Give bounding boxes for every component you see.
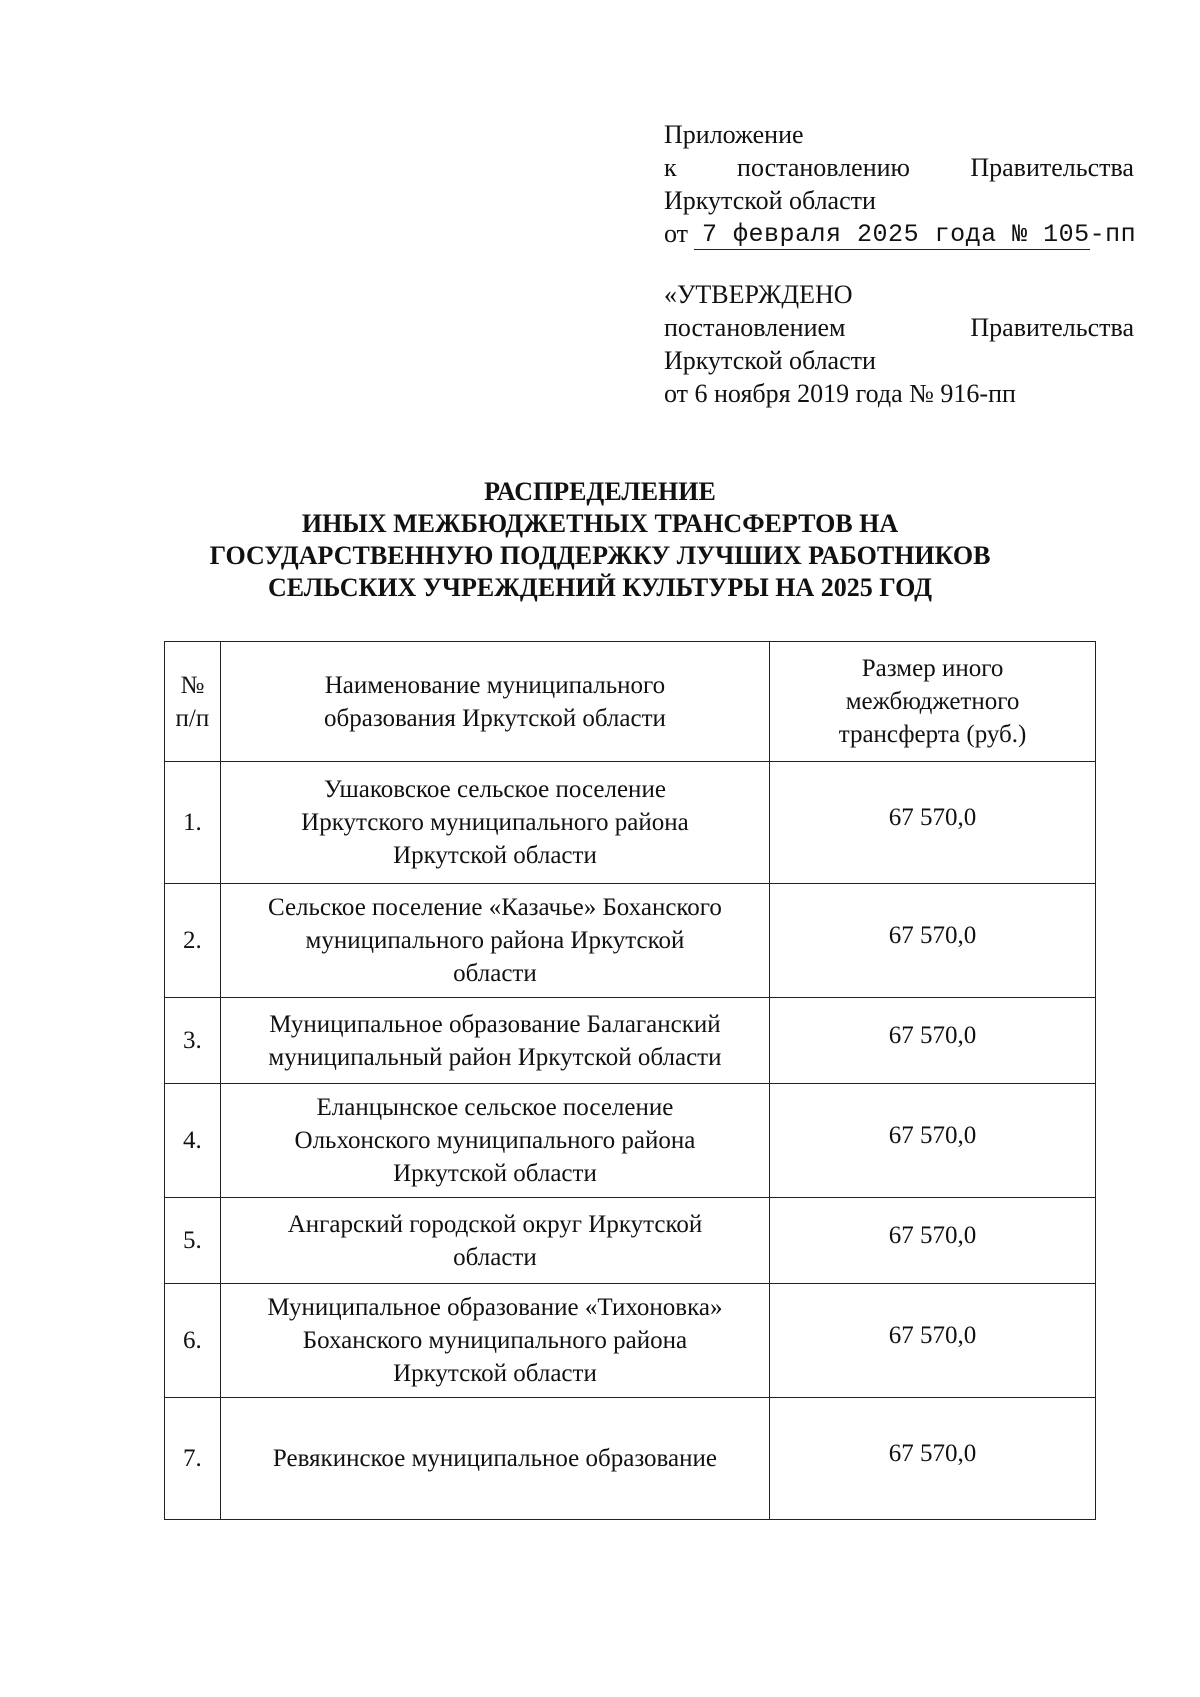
table-row [165,884,1096,998]
appendix-word: постановлению [737,153,910,182]
municipality-line: Сельское поселение «Казачье» Боханского [267,894,722,921]
header-text: № [180,671,205,699]
municipality-line: муниципального района Иркутской [305,927,685,954]
row-municipality [220,884,769,998]
appendix-region: Иркутской области [664,186,876,215]
municipality-line: Иркутского муниципального района [301,809,689,836]
header-text: межбюджетного [845,688,1020,715]
approved-region: Иркутской области [664,346,876,375]
row-amount: 67 570,0 [770,1284,1096,1398]
municipality-line: Муниципальное образование Балаганский [269,1010,721,1038]
municipality-line: Ревякинское муниципальное образование [272,1445,717,1472]
municipality-line: Иркутской области [393,1160,597,1187]
appendix-word: к [664,153,677,182]
approved-heading: «УТВЕРЖДЕНО [664,280,853,309]
appendix-block [664,118,1137,250]
table-row [165,998,1096,1084]
appendix-date-line [664,217,1137,250]
municipality-line: муниципальный район Иркутской области [268,1043,722,1071]
row-amount: 67 570,0 [770,998,1096,1084]
header-name [220,642,769,762]
row-number: 5. [165,1198,221,1284]
appendix-date-value: 7 февраля 2025 года № 105-пп [694,221,1090,250]
row-number: 3. [165,998,221,1084]
table-row [165,762,1096,884]
title-line: РАСПРЕДЕЛЕНИЕ [484,477,716,506]
municipality-line: Еланцынское сельское поселение [316,1094,674,1121]
municipality-line: Боханского муниципального района [302,1327,688,1354]
row-municipality [220,1398,769,1520]
municipality-line: области [453,1243,537,1271]
distribution-table [164,641,1096,1520]
row-number: 1. [165,762,221,884]
header-amount [770,642,1096,762]
document-title [150,476,1050,604]
table-row [165,1398,1096,1520]
approved-word: постановлением [664,313,846,342]
row-number: 4. [165,1084,221,1198]
header-text: образования Иркутской области [324,704,666,732]
header-text: п/п [175,704,210,732]
municipality-line: Ольхонского муниципального района [294,1127,696,1154]
appendix-date-prefix: от [664,219,689,248]
municipality-line: Муниципальное образование «Тихоновка» [267,1294,723,1321]
row-number: 2. [165,884,221,998]
row-municipality [220,1084,769,1198]
title-line: ГОСУДАРСТВЕННУЮ ПОДДЕРЖКУ ЛУЧШИХ РАБОТНИКОВ [209,541,991,570]
row-number: 7. [165,1398,221,1520]
table-row [165,1198,1096,1284]
approved-resolution-line [664,311,1134,344]
table-row [165,1084,1096,1198]
appendix-heading: Приложение [664,120,804,149]
approved-block [664,278,1134,410]
appendix-resolution-line [664,151,1134,184]
approved-word: Правительства [970,313,1134,342]
title-line: СЕЛЬСКИХ УЧРЕЖДЕНИЙ КУЛЬТУРЫ НА 2025 ГОД [268,573,932,602]
header-number [165,642,221,762]
table-header-row [165,642,1096,762]
row-municipality [220,1284,769,1398]
table-row [165,1284,1096,1398]
header-text: трансферта (руб.) [838,721,1027,748]
row-municipality [220,762,769,884]
row-number: 6. [165,1284,221,1398]
appendix-word: Правительства [970,153,1134,182]
row-amount: 67 570,0 [770,1398,1096,1520]
row-amount: 67 570,0 [770,762,1096,884]
row-amount: 67 570,0 [770,1198,1096,1284]
row-amount: 67 570,0 [770,884,1096,998]
header-text: Размер иного [861,655,1004,682]
header-text: Наименование муниципального [324,671,666,699]
row-amount: 67 570,0 [770,1084,1096,1198]
row-municipality [220,998,769,1084]
municipality-line: Ушаковское сельское поселение [323,776,666,803]
row-municipality [220,1198,769,1284]
approved-date: от 6 ноября 2019 года № 916-пп [664,379,1016,408]
municipality-line: Иркутской области [393,1360,597,1387]
municipality-line: Ангарский городской округ Иркутской [287,1210,703,1238]
title-line: ИНЫХ МЕЖБЮДЖЕТНЫХ ТРАНСФЕРТОВ НА [301,509,899,538]
municipality-line: Иркутской области [393,842,597,869]
municipality-line: области [453,960,537,987]
